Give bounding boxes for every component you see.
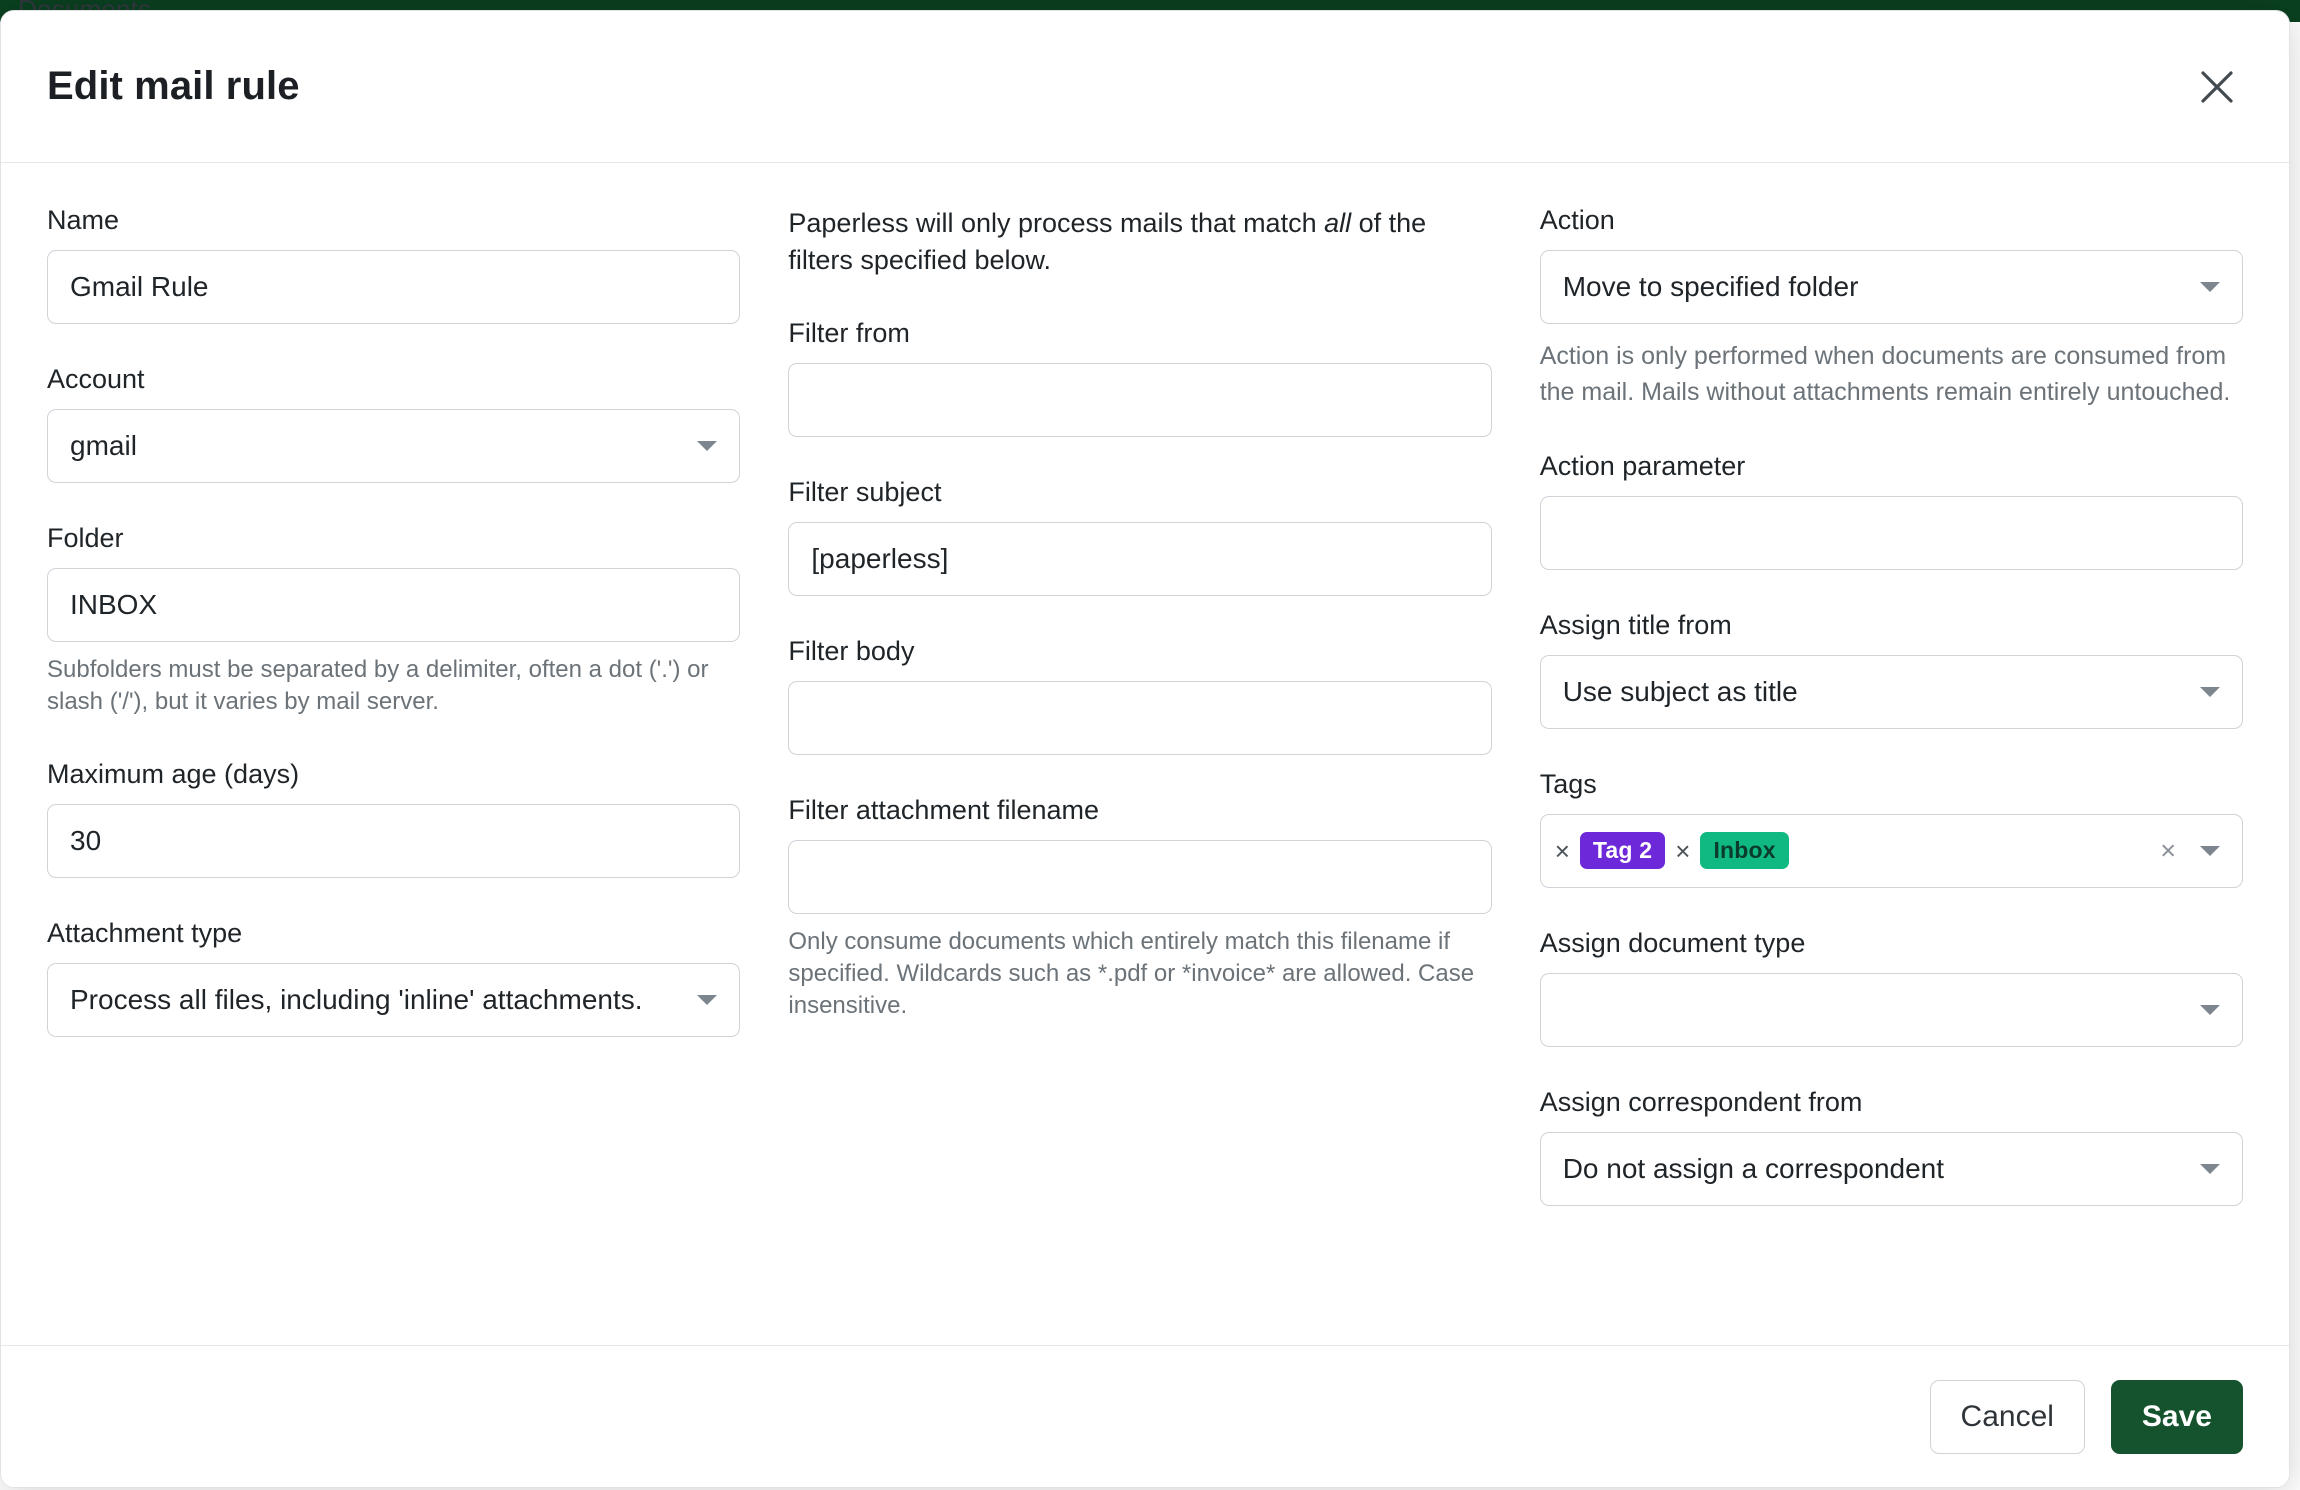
- filter-subject-input[interactable]: [paperless]: [788, 522, 1491, 596]
- tag-pill-label: Inbox: [1700, 832, 1788, 869]
- tags-multiselect[interactable]: [1540, 814, 2243, 888]
- edit-mail-rule-dialog: [0, 10, 2290, 1488]
- attachment-type-label: Attachment type: [47, 917, 243, 948]
- action-parameter-input[interactable]: [1540, 496, 2243, 570]
- assign-correspondent-from-select[interactable]: [1540, 1132, 2243, 1206]
- chevron-down-icon: [2200, 687, 2220, 697]
- filter-from-input[interactable]: [788, 363, 1491, 437]
- action-select[interactable]: [1540, 250, 2243, 324]
- folder-hint: Subfolders must be separated by a delimiter, often a dot ('.') or slash ('/'), but it varies by mail server.: [47, 656, 709, 716]
- filter-subject-label: Filter subject: [788, 476, 942, 507]
- name-input[interactable]: Gmail Rule: [47, 250, 740, 324]
- chevron-down-icon: [2200, 846, 2220, 856]
- tag-chip: [1675, 832, 1789, 869]
- filter-from-label: Filter from: [788, 317, 910, 348]
- filter-attachment-filename-input[interactable]: [788, 840, 1491, 914]
- assign-correspondent-from-label: Assign correspondent from: [1539, 1086, 1863, 1117]
- save-button[interactable]: Save: [2111, 1380, 2243, 1454]
- filters-intro-emphasis: all: [1324, 208, 1352, 238]
- assign-title-from-select[interactable]: [1540, 655, 2243, 729]
- assign-title-from-label: Assign title from: [1539, 609, 1732, 640]
- dialog-header: [1, 11, 2289, 163]
- tags-label: Tags: [1539, 768, 1597, 799]
- chevron-down-icon: [697, 441, 717, 451]
- dialog-title: Edit mail rule: [47, 64, 300, 108]
- cancel-button[interactable]: Cancel: [1930, 1380, 2085, 1454]
- remove-tag-icon[interactable]: ×: [1554, 835, 1570, 866]
- clear-icon[interactable]: ×: [2160, 835, 2176, 865]
- dialog-footer: [1, 1345, 2289, 1487]
- maximum-age-input[interactable]: 30: [47, 804, 740, 878]
- action-label: Action: [1539, 205, 1615, 235]
- attachment-type-select[interactable]: [47, 963, 740, 1037]
- chevron-down-icon: [697, 995, 717, 1005]
- chevron-down-icon: [2200, 1164, 2220, 1174]
- action-helper-text: Action is only performed when documents are consumed from the mail. Mails without attachments remain entirely untouched.: [1539, 342, 2231, 407]
- filter-body-label: Filter body: [788, 635, 915, 666]
- assign-title-from-value: Use subject as title: [1562, 675, 1798, 707]
- column-general: [47, 205, 740, 1343]
- filter-attachment-hint: Only consume documents which entirely match this filename if specified. Wildcards such as *.pdf or *invoice* are allowed. Case insensitive.: [788, 927, 1475, 1020]
- action-select-value: Move to specified folder: [1562, 271, 1859, 302]
- assign-document-type-label: Assign document type: [1539, 927, 1806, 958]
- filters-intro-after: of the filters specified below.: [788, 208, 1427, 276]
- filters-intro-before: Paperless will only process mails that match: [788, 208, 1325, 238]
- column-filters: [788, 205, 1491, 1343]
- assign-document-type-select[interactable]: [1540, 973, 2243, 1047]
- remove-tag-icon[interactable]: ×: [1675, 835, 1691, 866]
- action-parameter-label: Action parameter: [1539, 450, 1746, 481]
- tag-pill-label: Tag 2: [1580, 832, 1665, 869]
- assign-correspondent-from-value: Do not assign a correspondent: [1562, 1152, 1945, 1184]
- name-label: Name: [47, 205, 120, 235]
- dialog-body: [1, 163, 2289, 1343]
- chevron-down-icon: [2200, 1005, 2220, 1015]
- maximum-age-label: Maximum age (days): [47, 758, 300, 789]
- account-label: Account: [47, 364, 145, 394]
- filter-body-input[interactable]: [788, 681, 1491, 755]
- column-actions: [1540, 205, 2243, 1343]
- filters-intro: [788, 205, 1488, 280]
- close-icon[interactable]: [2189, 59, 2245, 115]
- folder-input[interactable]: INBOX: [47, 568, 740, 642]
- folder-label: Folder: [47, 523, 124, 553]
- filter-attachment-filename-label: Filter attachment filename: [788, 794, 1100, 825]
- attachment-type-value: Process all files, including 'inline' attachments.: [70, 983, 643, 1015]
- chevron-down-icon: [2200, 282, 2220, 292]
- account-select[interactable]: [47, 409, 740, 483]
- account-select-value: gmail: [70, 430, 137, 461]
- tag-chip: [1555, 832, 1666, 869]
